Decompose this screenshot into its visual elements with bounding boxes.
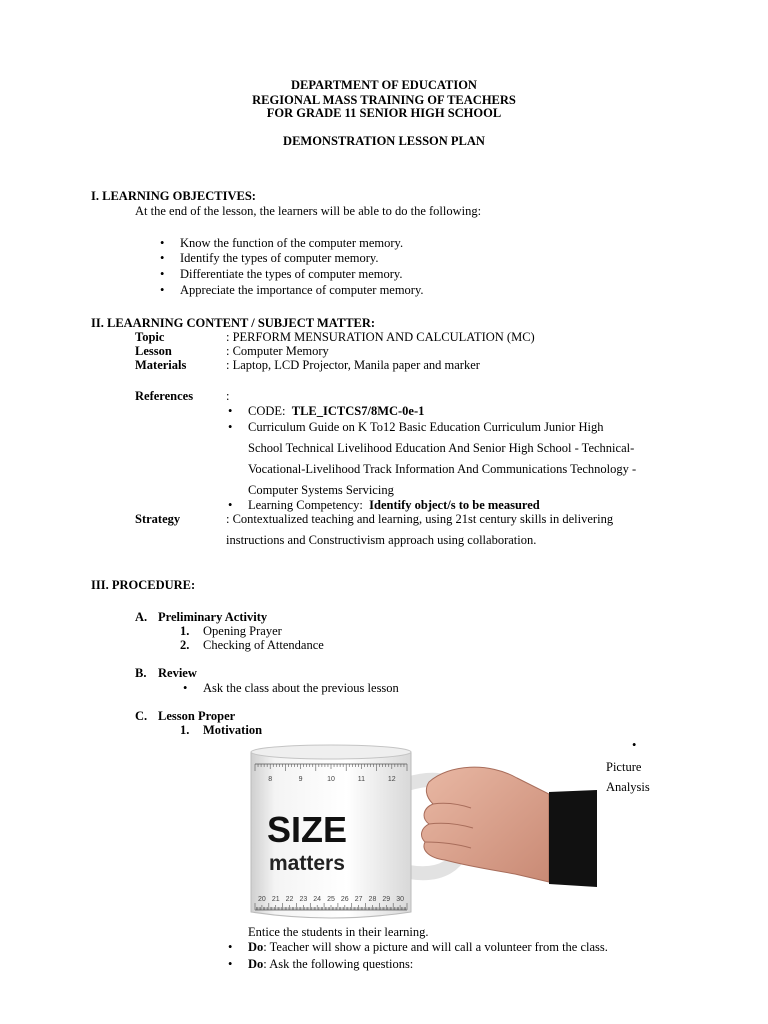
do-item <box>248 940 608 955</box>
section-a-marker: A. <box>135 610 148 624</box>
code-value: TLE_ICTCS7/8MC-0e-1 <box>291 404 425 418</box>
section-c-marker: C. <box>135 709 148 723</box>
reference-guide-line: School Technical Livelihood Education And Senior High School - Technical- <box>248 441 635 455</box>
section-b-title: Review <box>158 666 197 680</box>
competency-value: Identify object/s to be measured <box>369 498 540 512</box>
strategy-label: Strategy <box>135 512 181 526</box>
ruler-number: 10 <box>327 776 335 783</box>
ruler-number: 12 <box>387 776 396 783</box>
strategy-line: : Contextualized teaching and learning, using 21st century skills in delivering <box>226 512 614 526</box>
do-text: : Ask the following questions: <box>263 957 414 971</box>
materials-value: : Laptop, LCD Projector, Manila paper and marker <box>226 358 480 372</box>
a-item-text: Opening Prayer <box>203 624 282 638</box>
ruler-number: 24 <box>313 896 322 903</box>
a-item-number: 2. <box>180 638 190 652</box>
section-b-marker: B. <box>135 666 147 680</box>
section-c-title: Lesson Proper <box>158 709 236 723</box>
plan-title: DEMONSTRATION LESSON PLAN <box>283 134 485 148</box>
ruler-number: 30 <box>396 896 404 903</box>
a-item-number: 1. <box>180 624 190 638</box>
objectives-intro: At the end of the lesson, the learners will be able to do the following: <box>135 204 482 218</box>
content-heading: II. LEAARNING CONTENT / SUBJECT MATTER: <box>91 316 376 330</box>
header-grade: FOR GRADE 11 SENIOR HIGH SCHOOL <box>266 106 502 120</box>
ruler-number: 26 <box>340 896 349 903</box>
header-department: DEPARTMENT OF EDUCATION <box>291 78 477 92</box>
references-label: References <box>135 389 194 403</box>
reference-guide-line: Computer Systems Servicing <box>248 483 394 497</box>
reference-guide-line: • Curriculum Guide on K To12 Basic Education Curriculum Junior High <box>248 420 603 435</box>
lesson-label: Lesson <box>135 344 172 358</box>
mug-text-size: SIZE <box>267 809 348 850</box>
ruler-number: 11 <box>357 776 366 783</box>
learning-competency <box>248 498 540 513</box>
side-note-analysis: Analysis <box>606 780 650 794</box>
header-training: REGIONAL MASS TRAINING OF TEACHERS <box>252 93 516 107</box>
objective-item: • Know the function of the computer memory. <box>180 236 403 251</box>
section-a-title: Preliminary Activity <box>158 610 268 624</box>
entice-text: Entice the students in their learning. <box>248 925 429 939</box>
references-colon: : <box>226 389 230 403</box>
do-label: Do <box>248 957 264 971</box>
ruler-number: 20 <box>258 896 266 903</box>
side-note-picture: Picture <box>606 760 642 774</box>
ruler-number: 9 <box>298 776 303 783</box>
topic-label: Topic <box>135 330 165 344</box>
code-prefix: CODE: <box>248 404 286 418</box>
ruler-number: 23 <box>299 896 308 903</box>
reference-code <box>248 404 424 419</box>
lesson-value: : Computer Memory <box>226 344 329 358</box>
topic-value: : PERFORM MENSURATION AND CALCULATION (MC) <box>226 330 535 344</box>
c-sub-title: Motivation <box>203 723 263 737</box>
strategy-line: instructions and Constructivism approach using collaboration. <box>226 533 537 547</box>
side-note-bullet-icon: • <box>632 738 637 752</box>
sleeve-shape <box>549 790 597 887</box>
competency-prefix: Learning Competency: <box>248 498 363 512</box>
objectives-heading: I. LEARNING OBJECTIVES: <box>91 189 256 203</box>
a-item-text: Checking of Attendance <box>203 638 324 652</box>
ruler-number: 27 <box>354 896 363 903</box>
objective-item: • Identify the types of computer memory. <box>180 251 378 266</box>
c-sub-number: 1. <box>180 723 190 737</box>
reference-guide-line: Vocational-Livelihood Track Information And Communications Technology - <box>248 462 637 476</box>
ruler-number: 28 <box>368 896 377 903</box>
ruler-number: 21 <box>271 896 280 903</box>
procedure-heading: III. PROCEDURE: <box>91 578 196 592</box>
objective-item: • Appreciate the importance of computer memory. <box>180 283 424 298</box>
ruler-number: 22 <box>285 896 294 903</box>
ruler-number: 8 <box>268 776 273 783</box>
do-item <box>248 957 413 972</box>
do-label: Do <box>248 940 264 954</box>
materials-label: Materials <box>135 358 187 372</box>
size-matters-mug-image <box>249 742 597 922</box>
mug-text-matters: matters <box>269 852 345 875</box>
ruler-number: 25 <box>327 896 335 903</box>
ruler-number: 29 <box>382 896 391 903</box>
do-text: : Teacher will show a picture and will call a volunteer from the class. <box>263 940 608 954</box>
objective-item: • Differentiate the types of computer memory. <box>180 267 403 282</box>
review-item: • Ask the class about the previous lesson <box>203 681 399 696</box>
